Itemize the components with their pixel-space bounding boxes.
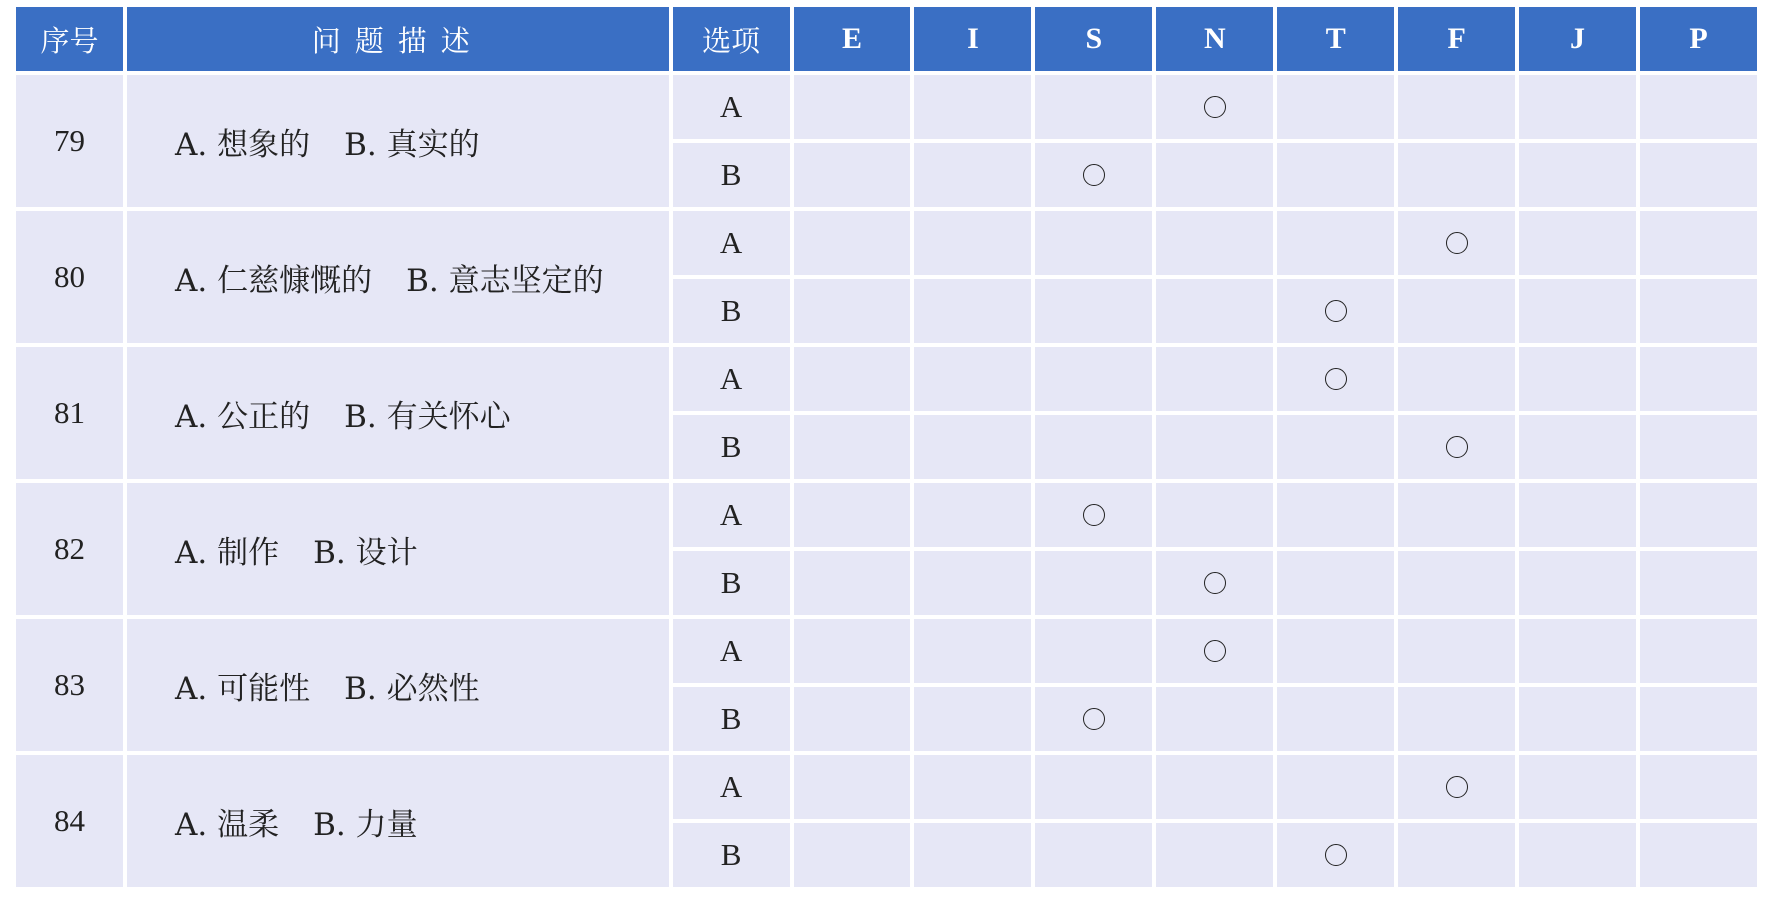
dim-cell-j bbox=[1519, 619, 1636, 683]
dim-cell-s bbox=[1035, 143, 1152, 207]
dim-cell-t bbox=[1277, 279, 1394, 343]
choice-b-text: B. 有关怀心 bbox=[344, 398, 511, 435]
option-label: B bbox=[673, 823, 790, 887]
dim-cell-i bbox=[914, 687, 1031, 751]
dim-cell-n bbox=[1156, 483, 1273, 547]
dim-cell-i bbox=[914, 551, 1031, 615]
circle-mark-icon bbox=[1446, 232, 1468, 254]
question-description bbox=[127, 75, 669, 207]
dim-cell-j bbox=[1519, 347, 1636, 411]
dim-cell-f bbox=[1398, 279, 1515, 343]
choice-a-text: A. 温柔 bbox=[175, 806, 280, 843]
circle-mark-icon bbox=[1204, 640, 1226, 662]
dim-cell-i bbox=[914, 143, 1031, 207]
table-row bbox=[16, 75, 1757, 139]
dim-cell-s bbox=[1035, 347, 1152, 411]
dim-cell-j bbox=[1519, 75, 1636, 139]
table-row bbox=[16, 347, 1757, 411]
circle-mark-icon bbox=[1083, 708, 1105, 730]
header-dim-e: E bbox=[794, 7, 911, 71]
dim-cell-p bbox=[1640, 619, 1757, 683]
dim-cell-i bbox=[914, 619, 1031, 683]
dim-cell-t bbox=[1277, 619, 1394, 683]
dim-cell-f bbox=[1398, 755, 1515, 819]
dim-cell-i bbox=[914, 75, 1031, 139]
question-description bbox=[127, 755, 669, 887]
dim-cell-i bbox=[914, 823, 1031, 887]
choice-b-text: B. 设计 bbox=[313, 534, 418, 571]
circle-mark-icon bbox=[1083, 164, 1105, 186]
circle-mark-icon bbox=[1446, 776, 1468, 798]
dim-cell-e bbox=[794, 551, 911, 615]
dim-cell-j bbox=[1519, 755, 1636, 819]
choice-a-text: A. 可能性 bbox=[175, 670, 311, 707]
dim-cell-s bbox=[1035, 483, 1152, 547]
choice-b-text: B. 必然性 bbox=[344, 670, 480, 707]
dim-cell-n bbox=[1156, 551, 1273, 615]
dim-cell-p bbox=[1640, 483, 1757, 547]
dim-cell-e bbox=[794, 279, 911, 343]
dim-cell-f bbox=[1398, 75, 1515, 139]
dim-cell-t bbox=[1277, 755, 1394, 819]
dim-cell-e bbox=[794, 347, 911, 411]
dim-cell-s bbox=[1035, 823, 1152, 887]
dim-cell-n bbox=[1156, 75, 1273, 139]
option-label: A bbox=[673, 483, 790, 547]
dim-cell-f bbox=[1398, 347, 1515, 411]
circle-mark-icon bbox=[1204, 96, 1226, 118]
dim-cell-s bbox=[1035, 75, 1152, 139]
dim-cell-j bbox=[1519, 483, 1636, 547]
question-description bbox=[127, 347, 669, 479]
circle-mark-icon bbox=[1325, 844, 1347, 866]
table-row bbox=[16, 755, 1757, 819]
dim-cell-p bbox=[1640, 347, 1757, 411]
dim-cell-t bbox=[1277, 687, 1394, 751]
dim-cell-s bbox=[1035, 211, 1152, 275]
dim-cell-n bbox=[1156, 619, 1273, 683]
header-dim-n: N bbox=[1156, 7, 1273, 71]
dim-cell-j bbox=[1519, 415, 1636, 479]
dim-cell-n bbox=[1156, 687, 1273, 751]
dim-cell-j bbox=[1519, 687, 1636, 751]
dim-cell-i bbox=[914, 279, 1031, 343]
dim-cell-p bbox=[1640, 75, 1757, 139]
dim-cell-e bbox=[794, 143, 911, 207]
table-body bbox=[16, 75, 1757, 887]
circle-mark-icon bbox=[1325, 368, 1347, 390]
mbti-answer-table bbox=[12, 3, 1761, 891]
circle-mark-icon bbox=[1446, 436, 1468, 458]
question-description bbox=[127, 483, 669, 615]
dim-cell-t bbox=[1277, 483, 1394, 547]
header-dim-f: F bbox=[1398, 7, 1515, 71]
header-dim-s: S bbox=[1035, 7, 1152, 71]
circle-mark-icon bbox=[1325, 300, 1347, 322]
question-number: 82 bbox=[16, 483, 123, 615]
dim-cell-n bbox=[1156, 279, 1273, 343]
option-label: A bbox=[673, 755, 790, 819]
dim-cell-f bbox=[1398, 143, 1515, 207]
option-label: B bbox=[673, 143, 790, 207]
option-label: A bbox=[673, 347, 790, 411]
dim-cell-f bbox=[1398, 687, 1515, 751]
dim-cell-j bbox=[1519, 211, 1636, 275]
header-description: 问题描述 bbox=[127, 7, 669, 71]
dim-cell-s bbox=[1035, 755, 1152, 819]
question-description bbox=[127, 211, 669, 343]
choice-a-text: A. 制作 bbox=[175, 534, 280, 571]
question-description bbox=[127, 619, 669, 751]
dim-cell-j bbox=[1519, 279, 1636, 343]
header-dim-p: P bbox=[1640, 7, 1757, 71]
dim-cell-p bbox=[1640, 687, 1757, 751]
dim-cell-e bbox=[794, 755, 911, 819]
dim-cell-s bbox=[1035, 619, 1152, 683]
dim-cell-t bbox=[1277, 75, 1394, 139]
dim-cell-f bbox=[1398, 619, 1515, 683]
dim-cell-e bbox=[794, 483, 911, 547]
dim-cell-t bbox=[1277, 143, 1394, 207]
table-row bbox=[16, 211, 1757, 275]
question-number: 84 bbox=[16, 755, 123, 887]
dim-cell-e bbox=[794, 415, 911, 479]
choice-a-text: A. 仁慈慷慨的 bbox=[175, 262, 373, 299]
choice-b-text: B. 意志坚定的 bbox=[406, 262, 604, 299]
dim-cell-f bbox=[1398, 415, 1515, 479]
dim-cell-t bbox=[1277, 551, 1394, 615]
header-dim-i: I bbox=[914, 7, 1031, 71]
option-label: B bbox=[673, 279, 790, 343]
header-option: 选项 bbox=[673, 7, 790, 71]
dim-cell-t bbox=[1277, 347, 1394, 411]
dim-cell-p bbox=[1640, 551, 1757, 615]
dim-cell-f bbox=[1398, 551, 1515, 615]
dim-cell-p bbox=[1640, 143, 1757, 207]
dim-cell-i bbox=[914, 211, 1031, 275]
dim-cell-t bbox=[1277, 211, 1394, 275]
header-row bbox=[16, 7, 1757, 71]
dim-cell-e bbox=[794, 211, 911, 275]
question-number: 79 bbox=[16, 75, 123, 207]
dim-cell-s bbox=[1035, 551, 1152, 615]
option-label: B bbox=[673, 687, 790, 751]
dim-cell-s bbox=[1035, 415, 1152, 479]
header-num: 序号 bbox=[16, 7, 123, 71]
dim-cell-n bbox=[1156, 143, 1273, 207]
dim-cell-n bbox=[1156, 347, 1273, 411]
dim-cell-n bbox=[1156, 755, 1273, 819]
dim-cell-p bbox=[1640, 211, 1757, 275]
table-row bbox=[16, 483, 1757, 547]
dim-cell-j bbox=[1519, 143, 1636, 207]
dim-cell-f bbox=[1398, 823, 1515, 887]
circle-mark-icon bbox=[1204, 572, 1226, 594]
dim-cell-t bbox=[1277, 415, 1394, 479]
dim-cell-e bbox=[794, 619, 911, 683]
dim-cell-i bbox=[914, 755, 1031, 819]
table-row bbox=[16, 619, 1757, 683]
option-label: B bbox=[673, 551, 790, 615]
dim-cell-t bbox=[1277, 823, 1394, 887]
dim-cell-f bbox=[1398, 483, 1515, 547]
dim-cell-p bbox=[1640, 755, 1757, 819]
option-label: A bbox=[673, 211, 790, 275]
dim-cell-n bbox=[1156, 415, 1273, 479]
dim-cell-e bbox=[794, 75, 911, 139]
dim-cell-s bbox=[1035, 687, 1152, 751]
dim-cell-i bbox=[914, 483, 1031, 547]
option-label: B bbox=[673, 415, 790, 479]
dim-cell-i bbox=[914, 415, 1031, 479]
dim-cell-e bbox=[794, 687, 911, 751]
dim-cell-n bbox=[1156, 211, 1273, 275]
option-label: A bbox=[673, 75, 790, 139]
dim-cell-p bbox=[1640, 823, 1757, 887]
option-label: A bbox=[673, 619, 790, 683]
header-dim-j: J bbox=[1519, 7, 1636, 71]
dim-cell-p bbox=[1640, 279, 1757, 343]
question-number: 80 bbox=[16, 211, 123, 343]
header-dim-t: T bbox=[1277, 7, 1394, 71]
question-number: 83 bbox=[16, 619, 123, 751]
dim-cell-n bbox=[1156, 823, 1273, 887]
dim-cell-s bbox=[1035, 279, 1152, 343]
question-number: 81 bbox=[16, 347, 123, 479]
choice-b-text: B. 真实的 bbox=[344, 126, 480, 163]
dim-cell-i bbox=[914, 347, 1031, 411]
dim-cell-j bbox=[1519, 823, 1636, 887]
choice-b-text: B. 力量 bbox=[313, 806, 418, 843]
dim-cell-j bbox=[1519, 551, 1636, 615]
circle-mark-icon bbox=[1083, 504, 1105, 526]
choice-a-text: A. 想象的 bbox=[175, 126, 311, 163]
dim-cell-f bbox=[1398, 211, 1515, 275]
dim-cell-e bbox=[794, 823, 911, 887]
dim-cell-p bbox=[1640, 415, 1757, 479]
choice-a-text: A. 公正的 bbox=[175, 398, 311, 435]
